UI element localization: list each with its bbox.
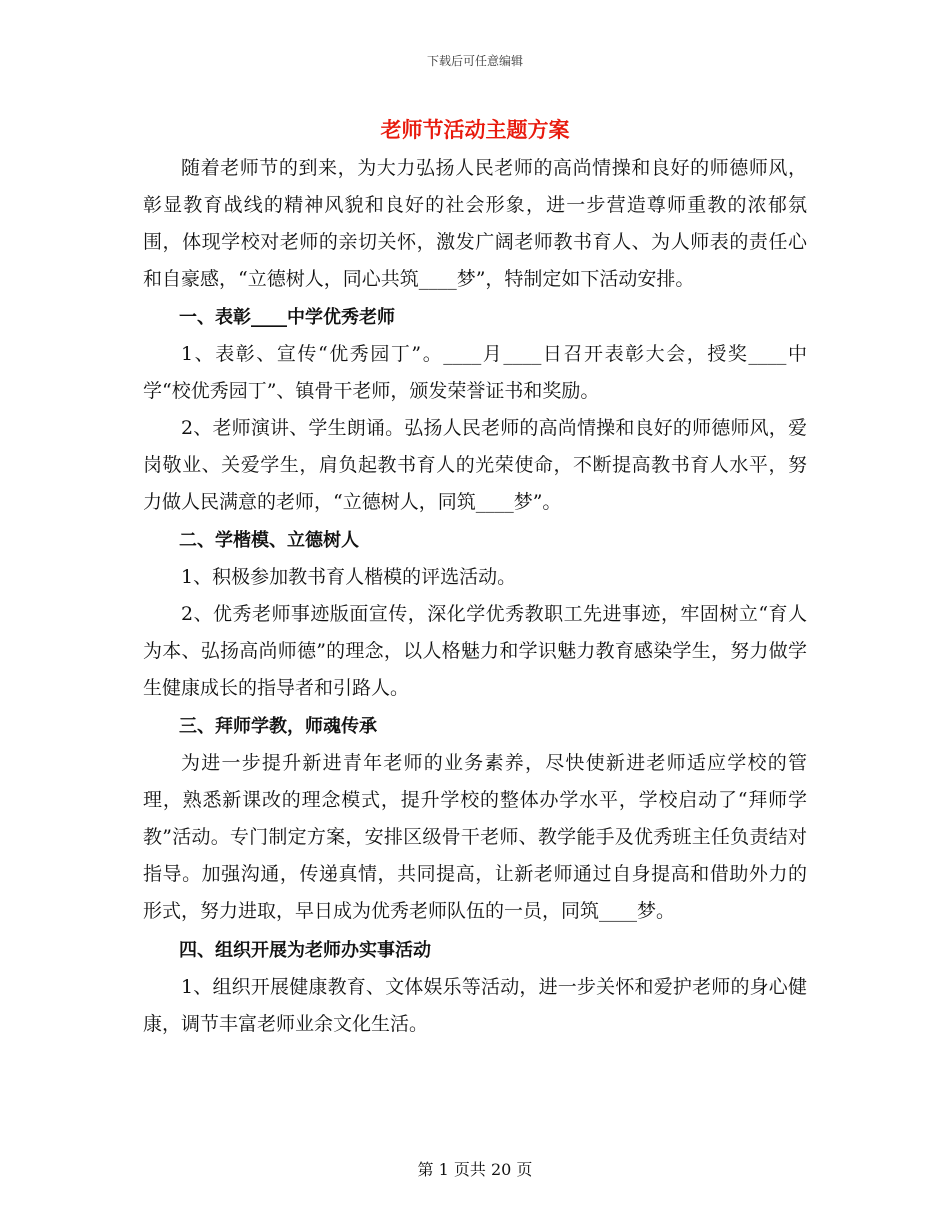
- body-paragraph: 1、积极参加教书育人楷模的评选活动。: [181, 566, 517, 588]
- body-paragraph: 1、表彰、宣传“优秀园丁”。____月____日召开表彰大会，授奖____中学“校优秀园丁”、镇骨干老师，颁发荣誉证书和奖励。: [143, 343, 807, 402]
- body-paragraph: 2、老师演讲、学生朗诵。弘扬人民老师的高尚情操和良好的师德师风，爱岗敬业、关爱学生，肩负起教书育人的光荣使命，不断提高教书育人水平，努力做人民满意的老师，“立德树人，同筑____梦”。: [143, 417, 807, 513]
- intro-paragraph: 随着老师节的到来，为大力弘扬人民老师的高尚情操和良好的师德师风，彰显教育战线的精神风貌和良好的社会形象，进一步营造尊师重教的浓郁氛围，体现学校对老师的亲切关怀，激发广阔老师教书育人、为人师表的责任心和自豪感，“立德树人，同心共筑____梦”，特制定如下活动安排。: [143, 157, 807, 290]
- document-body: [143, 150, 807, 1043]
- section-heading-2: 二、学楷模、立德树人: [179, 530, 359, 551]
- page-number-footer: 第 1 页共 20 页: [417, 1160, 533, 1179]
- document-title: 老师节活动主题方案: [380, 118, 570, 142]
- body-paragraph: 2、优秀老师事迹版面宣传，深化学优秀教职工先进事迹，牢固树立“育人为本、弘扬高尚师德”的理念，以人格魅力和学识魅力教育感染学生，努力做学生健康成长的指导者和引路人。: [143, 603, 807, 699]
- section-heading-3: 三、拜师学教，师魂传承: [179, 716, 377, 737]
- page-header-note: 下载后可任意编辑: [426, 54, 523, 68]
- section-heading-4: 四、组织开展为老师办实事活动: [179, 940, 431, 961]
- section-heading-1: 一、表彰____中学优秀老师: [179, 307, 395, 328]
- body-paragraph: 为进一步提升新进青年老师的业务素养，尽快使新进老师适应学校的管理，熟悉新课改的理念模式，提升学校的整体办学水平，学校启动了“拜师学教”活动。专门制定方案，安排区级骨干老师、教学能手及优秀班主任负责结对指导。加强沟通，传递真情，共同提高，让新老师通过自身提高和借助外力的形式，努力进取，早日成为优秀老师队伍的一员，同筑____梦。: [143, 752, 807, 922]
- body-paragraph: 1、组织开展健康教育、文体娱乐等活动，进一步关怀和爱护老师的身心健康，调节丰富老师业余文化生活。: [143, 976, 807, 1035]
